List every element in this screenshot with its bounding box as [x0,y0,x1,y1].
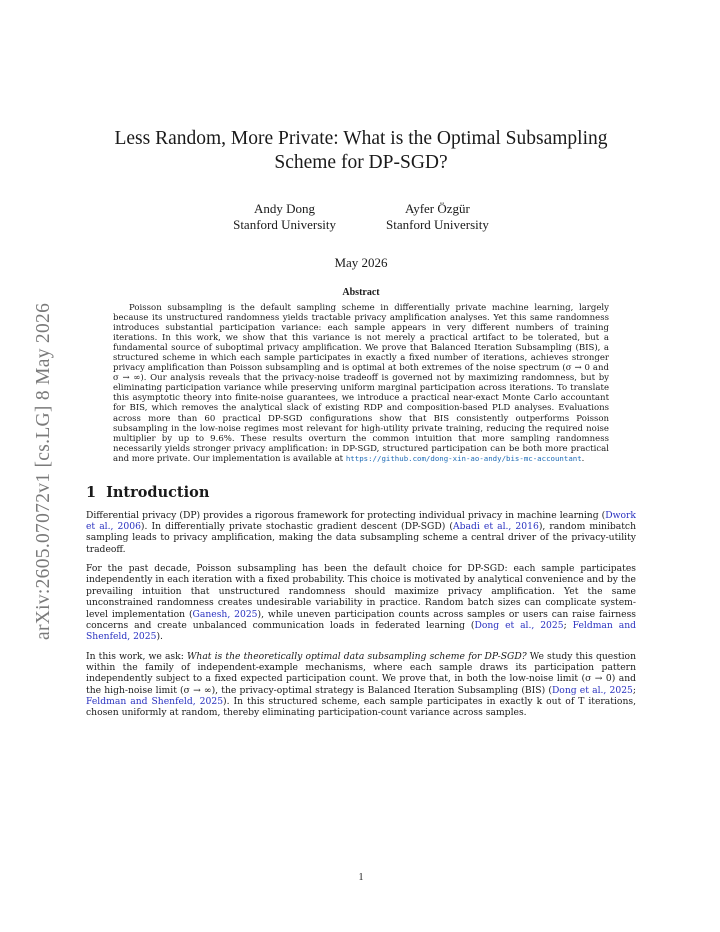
code-repo-link[interactable]: https://github.com/dong-xin-ao-andy/bis-mc-accountant [345,453,582,463]
intro-paragraph-2 [86,563,636,642]
intro-paragraph-3 [86,651,636,719]
paper-page [86,0,637,883]
title-line-1: Less Random, More Private: What is the Optimal Subsampling [114,128,608,149]
text-run: ). [156,631,163,643]
abstract-tail: . [581,453,585,464]
citation-link[interactable]: Dwork et al., 2006 [86,509,636,533]
text-run: Differential privacy (DP) provides a rigorous framework for protecting individual privacy in machine learning ( [86,509,606,521]
citation-link[interactable]: Feldman and Shenfeld, 2025 [86,619,636,643]
abstract-text: Poisson subsampling is the default sampling scheme in differentially private machine learning, largely because its unstructured randomness yields tractable privacy amplification analyses. Yet this same randomness introduces substantial participation variance: each sample appears in very different numbers of training iterations. In this work, we show that this variance is not merely a practical artifact to be tolerated, but a fundamental source of suboptimal privacy amplification. We prove that Balanced Iteration Subsampling (BIS), a structured scheme in which each sample participates in exactly a fixed number of iterations, achieves stronger privacy amplification than Poisson subsampling and is optimal at both extremes of the noise spectrum (σ → 0 and σ → ∞). Our analysis reveals that the privacy-noise tradeoff is governed not by maximizing randomness, but by eliminating participation variance while preserving uniform marginal participation across iterations. To translate this asymptotic theory into finite-noise guarantees, we introduce a practical near-exact Monte Carlo accountant for BIS, which removes the analytical slack of existing RDP and composition-based PLD analyses. Evaluations across more than 60 practical DP-SGD configurations show that BIS consistently outperforms Poisson subsampling in the low-noise regimes most relevant for high-utility private training, reducing the required noise multiplier by up to 9.6%. These results overturn the common intuition that more sampling randomness necessarily yields stronger privacy amplification: in DP-SGD, structured participation can be both more practical and more private. Our implementation is available at [113,303,609,464]
arxiv-identifier: arXiv:2605.07072v1 [cs.LG] 8 May 2026 [33,302,54,640]
text-run: ), while uneven participation counts across samples or users can raise fairness concerns and create unbalanced communication loads in federated learning ( [86,608,636,631]
text-run: ). In this structured scheme, each sample participates in exactly k out of T iterations, chosen uniformly at random, thereby eliminating participation-count variance across samples. [86,695,637,719]
text-run: ; [563,619,573,631]
author-affiliation: Stanford University [233,217,336,232]
author-affiliation: Stanford University [386,217,489,232]
section-number: 1 [86,483,97,501]
citation-link[interactable]: Dong et al., 2025 [474,619,564,631]
author-name: Andy Dong [254,201,316,216]
section-heading [86,484,636,501]
text-run: We study this question within the family of independent-example mechanisms, where each sample draws its participation pattern independently subject to a fixed expected participation count. We prove that, in both the low-noise limit (σ → 0) and the high-noise limit (σ → ∞), the privacy-optimal strategy is Balanced Iteration Subsampling (BIS) ( [86,650,637,696]
abstract-heading: Abstract [342,287,380,298]
citation-link[interactable]: Dong et al., 2025 [551,684,633,696]
author-2 [386,201,489,233]
research-question: What is the theoretically optimal data subsampling scheme for DP-SGD? [186,650,527,662]
paper-date: May 2026 [334,255,388,270]
citation-link[interactable]: Abadi et al., 2016 [453,521,539,533]
author-1 [233,201,336,233]
title-line-2: Scheme for DP-SGD? [274,152,448,173]
text-run: For the past decade, Poisson subsampling has been the default choice for DP-SGD: each sample participates independently in each iteration with a fixed probability. This choice is motivated by analytical convenience and by the prevailing intuition that unstructured randomness should maximize privacy amplification. Yet the same unconstrained randomness creates undesirable variability in practice. Random batch sizes can complicate system-level implementation ( [86,563,636,620]
abstract-body [113,303,609,464]
author-block [86,201,636,233]
text-run: ; [632,684,636,696]
text-run: ). In differentially private stochastic gradient descent (DP-SGD) ( [140,521,453,533]
citation-link[interactable]: Feldman and Shenfeld, 2025 [86,695,224,707]
text-run: In this work, we ask: [86,650,187,662]
citation-link[interactable]: Ganesh, 2025 [192,608,258,620]
author-name: Ayfer Özgür [405,201,470,216]
page-number: 1 [358,872,364,883]
paper-title [86,127,636,175]
intro-paragraph-1 [86,510,636,555]
section-title: Introduction [106,483,210,501]
text-run: ), random minibatch sampling leads to privacy amplification, making the data subsampling scheme a central driver of the privacy-utility tradeoff. [86,521,636,555]
